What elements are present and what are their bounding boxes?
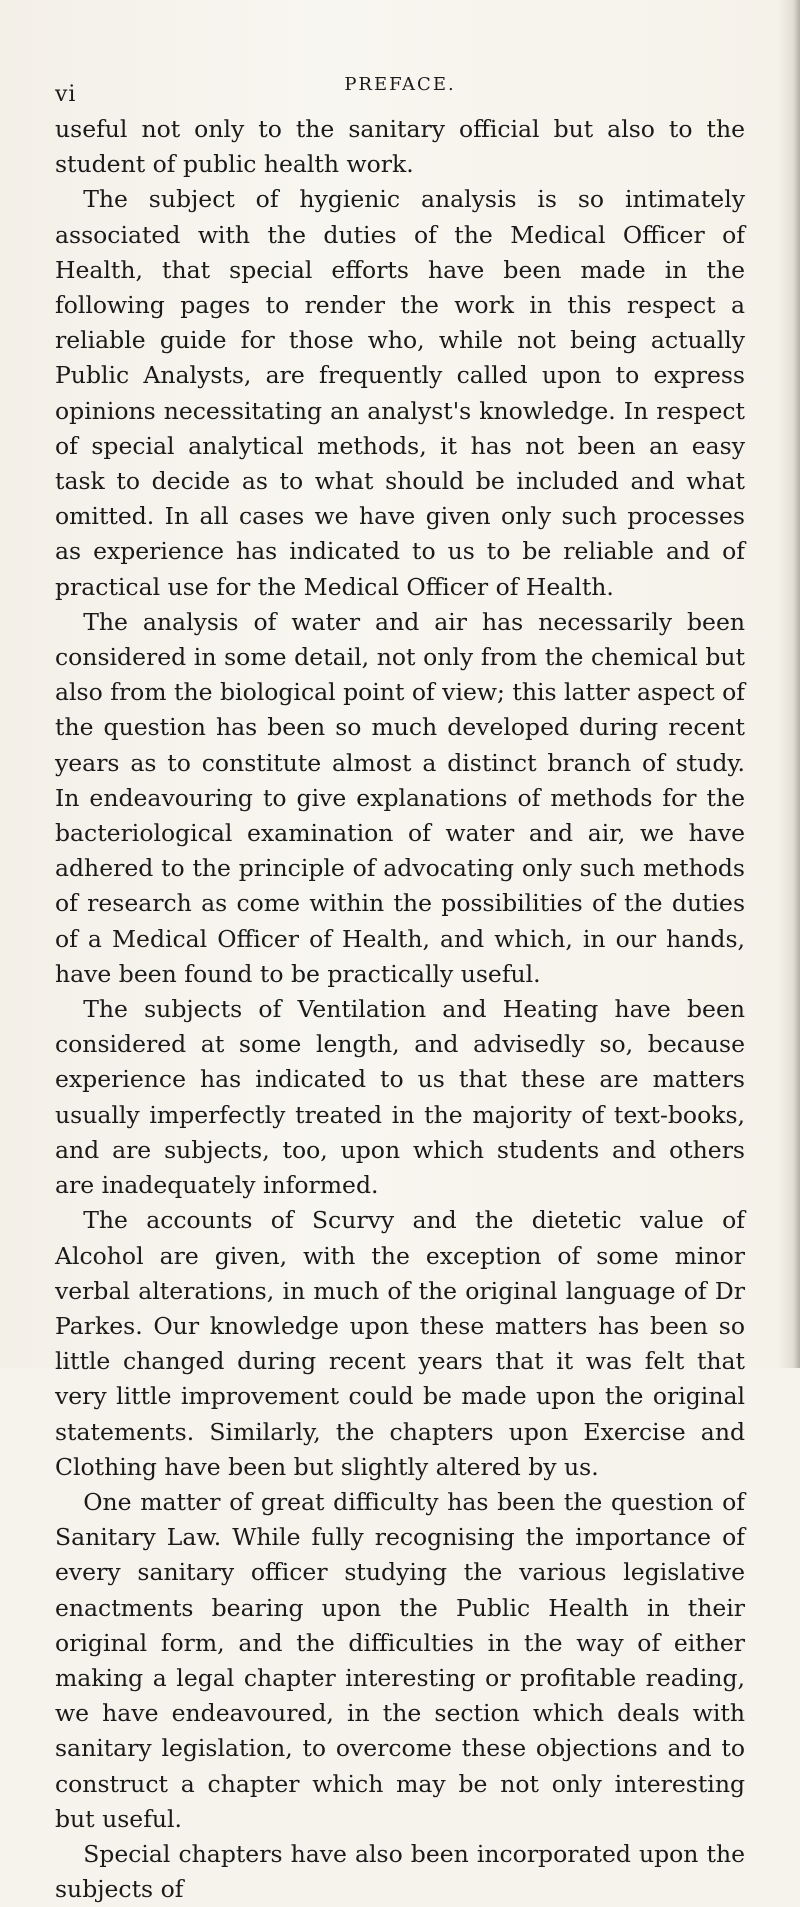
paragraph-hygienic-analysis: The subject of hygienic analysis is so intimately associated with the duties of the Medical Officer of Health, that special efforts have been made in the following pages to render the work in this respect a reliable guide for those who, while not being actually Public Analysts, are frequently called upon to express opinions necessitating an analyst's knowledge. In respect of special analytical methods, it has not been an easy task to decide as to what should be included and what omitted. In all cases we have given only such processes as experience has indicated to us to be reliable and of practical use for the Medical Officer of Health. <box>55 185 745 601</box>
running-title: PREFACE. <box>344 74 456 95</box>
paragraph-ventilation-heating: The subjects of Ventilation and Heating have been considered at some length, and advisedly so, because experience has indicated to us that these are matters usually imperfectly treated in the majority of text-books, and are subjects, too, upon which students and others are inadequately informed. <box>55 995 745 1200</box>
page-edge-shadow <box>778 0 800 1368</box>
paragraph-special-chapters: Special chapters have also been incorporated upon the subjects of <box>55 1839 745 1904</box>
page-number: vi <box>55 82 77 107</box>
paragraph-sanitary-law: One matter of great difficulty has been the question of Sanitary Law. While fully recognising the importance of every sanitary officer studying the various legislative enactments bearing upon the Public Health in their original form, and the difficulties in the way of either making a legal chapter interesting or profitable reading, we have endeavoured, in the section which deals with sanitary legislation, to overcome these objections and to construct a chapter which may be not only interesting but useful. <box>55 1487 745 1833</box>
body-text <box>55 112 745 1907</box>
paragraph-water-air-analysis: The analysis of water and air has necessarily been considered in some detail, not only from the chemical but also from the biological point of view; this latter aspect of the question has been so much developed during recent years as to constitute almost a distinct branch of study. In endeavouring to give explanations of methods for the bacteriological examination of water and air, we have adhered to the principle of advocating only such methods of research as come within the possibilities of the duties of a Medical Officer of Health, and which, in our hands, have been found to be practically useful. <box>55 607 745 988</box>
paragraph-continuation: useful not only to the sanitary official but also to the student of public health work. <box>55 115 745 179</box>
paragraph-scurvy-alcohol: The accounts of Scurvy and the dietetic value of Alcohol are given, with the exception of some minor verbal alterations, in much of the original language of Dr Parkes. Our knowledge upon these matters has been so little changed during recent years that it was felt that very little improvement could be made upon the original statements. Similarly, the chapters upon Exercise and Clothing have been but slightly altered by us. <box>55 1206 745 1481</box>
